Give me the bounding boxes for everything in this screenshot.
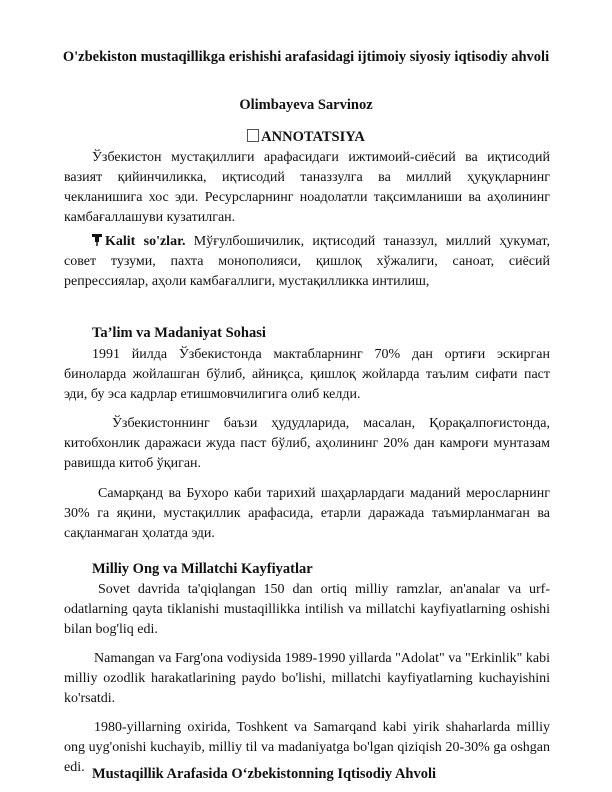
document-title: O'zbekiston mustaqillikga erishishi arafasidagi ijtimoiy siyosiy iqtisodiy ahvoli xyxy=(62,49,550,65)
national-paragraph-3: 1980-yillarning oxirida, Toshkent va Samarqand kabi yirik shaharlarda milliy ong uyg'onishi kuchayib, milliy til va madaniyatga bo'lgan qiziqish 20-30% ga oshgan edi. xyxy=(64,720,550,775)
keywords-label: Kalit so'zlar. xyxy=(105,234,186,249)
missing-glyph-icon xyxy=(247,129,259,142)
section-heading-national-consciousness: Milliy Ong va Millatchi Kayfiyatlar xyxy=(92,561,313,577)
keywords-paragraph xyxy=(64,232,550,292)
education-paragraph-1: 1991 йилда Ўзбекистонда мактабларнинг 70% дан ортиғи эскирган биноларда жойлашган бўлиб, айниқса, қишлоқ жойларда таълим сифати паст эди, бу эса кадрлар етишмовчилигига олиб келди. xyxy=(64,347,550,402)
education-paragraph-2: Ўзбекистоннинг баъзи ҳудудларида, масалан, Қорақалпоғистонда, китобхонлик даражаси жуда паст бўлиб, аҳолининг 20% дан камроғи мунтазам равишда китоб ўқиган. xyxy=(64,416,550,471)
author-name: Olimbayeva Sarvinoz xyxy=(239,97,373,113)
annotation-heading-text: ANNOTATSIYA xyxy=(261,129,365,145)
section-heading-economy: Mustaqillik Arafasida O‘zbekistonning Iqtisodiy Ahvoli xyxy=(92,766,437,782)
national-paragraph-1: Sovet davrida ta'qiqlangan 150 dan ortiq milliy ramzlar, an'analar va urf-odatlarning qayta tiklanishi mustaqillikka intilish va millatchi kayfiyatlarning oshishi bilan bog'liq edi. xyxy=(64,582,550,637)
national-paragraph-2: Namangan va Farg'ona vodiysida 1989-1990 yillarda "Adolat" va "Erkinlik" kabi milliy ozodlik harakatlarining paydo bo'lishi, millatchi kayfiyatlarning kuchayishini ko'rsatdi. xyxy=(64,651,550,706)
section-heading-education: Ta’lim va Madaniyat Sohasi xyxy=(92,325,266,341)
annotation-heading xyxy=(0,129,612,146)
education-paragraph-3: Самарқанд ва Бухоро каби тарихий шаҳарлардаги маданий меросларнинг 30% га яқини, мустақиллик арафасида, етарли даражада таъмирланмаган ва сақланмаган ҳолатда эди. xyxy=(64,486,550,541)
pushpin-icon xyxy=(92,234,102,246)
keywords-text: Мўғулбошичилик, иқтисодий таназзул, миллий ҳукумат, совет тузуми, пахта монополияси, қишлоқ хўжалиги, саноат, сиёсий репрессиялар, аҳоли камбағаллиги, мустақилликка интилиш, xyxy=(64,234,550,289)
annotation-text: Ўзбекистон мустақиллиги арафасидаги ижтимоий-сиёсий ва иқтисодий вазият қийинчиликка, иқтисодий таназзулга ва миллий ҳуқуқларнинг чекланишига хос эди. Ресурсларнинг ноадолатли тақсимланиши ва аҳолининг камбағаллашуви кузатилган. xyxy=(64,150,550,225)
